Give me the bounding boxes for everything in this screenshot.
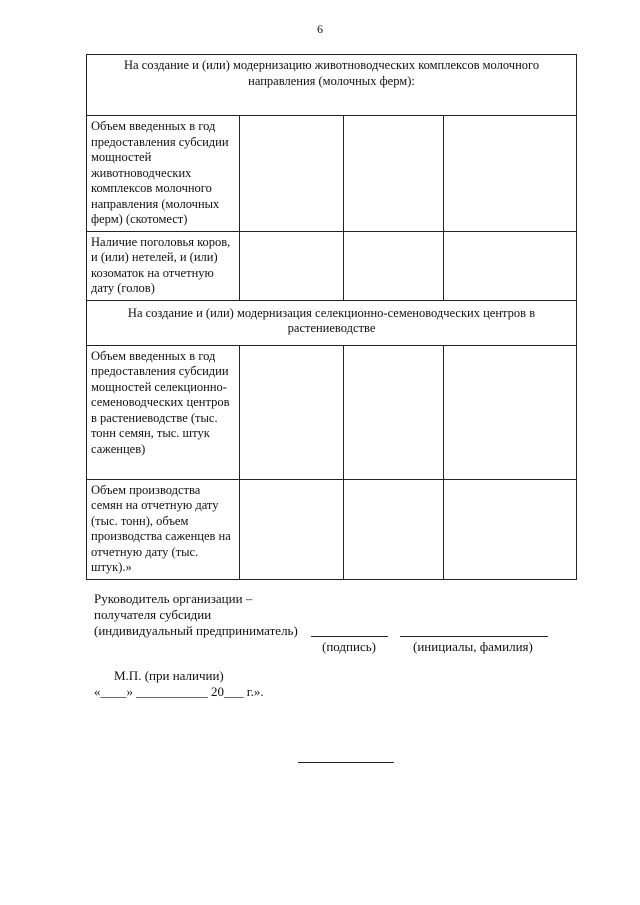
stamp-label: М.П. (при наличии) (114, 668, 224, 683)
table-cell (344, 479, 444, 579)
row-label-livestock: Наличие поголовья коров, и (или) нетелей, и (или) козоматок на отчетную дату (голов) (87, 231, 240, 300)
table-cell (444, 116, 577, 232)
table-cell (444, 479, 577, 579)
date-field: «____» ___________ 20___ г.». (94, 684, 264, 699)
table-cell (344, 231, 444, 300)
table-cell (344, 345, 444, 479)
table-cell (240, 345, 344, 479)
signature-line (311, 636, 388, 637)
table-cell (444, 345, 577, 479)
section-dairy-header: На создание и (или) модернизацию животноводческих комплексов молочного направления (молочных ферм): (87, 55, 577, 116)
row-label-seed-capacity: Объем введенных в год предоставления субсидии мощностей селекционно-семеноводческих центров в растениеводстве (тыс. тонн семян, тыс. штук саженцев) (87, 345, 240, 479)
table-cell (240, 231, 344, 300)
row-label-dairy-capacity: Объем введенных в год предоставления субсидии мощностей животноводческих комплексов молочного направления (молочных ферм) (скотомест) (87, 116, 240, 232)
table-cell (344, 116, 444, 232)
table-cell (444, 231, 577, 300)
head-title-line-1: Руководитель организации – (94, 591, 253, 606)
section-seed-centers-header: На создание и (или) модернизация селекционно-семеноводческих центров в растениеводстве (87, 300, 577, 345)
table-cell (240, 116, 344, 232)
name-line (400, 636, 548, 637)
end-divider (298, 762, 394, 763)
head-title-line-2: получателя субсидии (94, 607, 212, 622)
report-table (86, 54, 577, 580)
row-label-seed-production: Объем производства семян на отчетную дату (тыс. тонн), объем производства саженцев на отчетную дату (тыс. штук).» (87, 479, 240, 579)
page-number: 6 (317, 22, 323, 36)
table-cell (240, 479, 344, 579)
signature-caption: (подпись) (322, 639, 376, 654)
name-caption: (инициалы, фамилия) (413, 639, 533, 654)
head-title-line-3: (индивидуальный предприниматель) (94, 623, 298, 638)
